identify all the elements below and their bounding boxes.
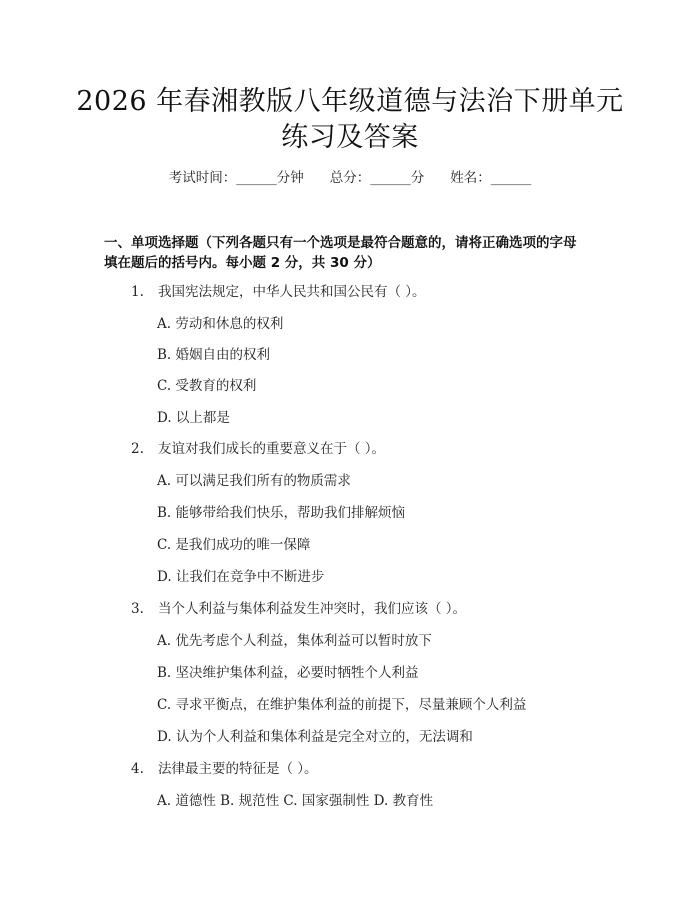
question-2-option-c: C. 是我们成功的唯一保障 <box>157 537 311 553</box>
question-1 <box>131 282 426 302</box>
question-3-option-d: D. 认为个人利益和集体利益是完全对立的，无法调和 <box>157 729 473 745</box>
question-stem: 友谊对我们成长的重要意义在于（ ）。 <box>158 441 386 457</box>
question-3-option-c: C. 寻求平衡点，在维护集体利益的前提下，尽量兼顾个人利益 <box>157 697 527 713</box>
question-3-option-b: B. 坚决维护集体利益，必要时牺牲个人利益 <box>157 665 419 681</box>
question-number: 1. <box>131 284 144 300</box>
question-stem: 法律最主要的特征是（ ）。 <box>158 761 318 777</box>
question-1-option-b: B. 婚姻自由的权利 <box>157 347 271 363</box>
exam-time: 考试时间：______分钟 <box>168 170 304 186</box>
question-1-option-d: D. 以上都是 <box>157 410 230 426</box>
question-1-option-a: A. 劳动和休息的权利 <box>157 316 284 332</box>
question-number: 2. <box>131 441 144 457</box>
question-4 <box>131 759 318 779</box>
question-number: 4. <box>131 761 144 777</box>
question-3-option-a: A. 优先考虑个人利益，集体利益可以暂时放下 <box>157 633 432 649</box>
exam-score: 总分：______分 <box>329 170 425 186</box>
section-heading-line2: 填在题后的括号内。每小题 2 分，共 30 分） <box>104 255 381 271</box>
question-2-option-d: D. 让我们在竞争中不断进步 <box>157 569 325 585</box>
document-title-line1: 2026 年春湘教版八年级道德与法治下册单元 <box>76 86 624 117</box>
question-2-option-a: A. 可以满足我们所有的物质需求 <box>157 473 351 489</box>
question-4-options: A. 道德性 B. 规范性 C. 国家强制性 D. 教育性 <box>157 793 434 809</box>
question-stem: 当个人利益与集体利益发生冲突时，我们应该（ ）。 <box>158 601 467 617</box>
question-3 <box>131 599 466 619</box>
question-2 <box>131 439 385 459</box>
question-stem: 我国宪法规定，中华人民共和国公民有（ ）。 <box>158 284 426 300</box>
question-1-option-c: C. 受教育的权利 <box>157 378 257 394</box>
document-title-line2: 练习及答案 <box>281 122 419 153</box>
exam-info <box>0 168 700 188</box>
question-2-option-b: B. 能够带给我们快乐，帮助我们排解烦恼 <box>157 505 406 521</box>
exam-name: 姓名：______ <box>450 170 532 186</box>
section-heading-line1: 一、单项选择题（下列各题只有一个选项是最符合题意的，请将正确选项的字母 <box>104 235 577 251</box>
question-number: 3. <box>131 601 144 617</box>
